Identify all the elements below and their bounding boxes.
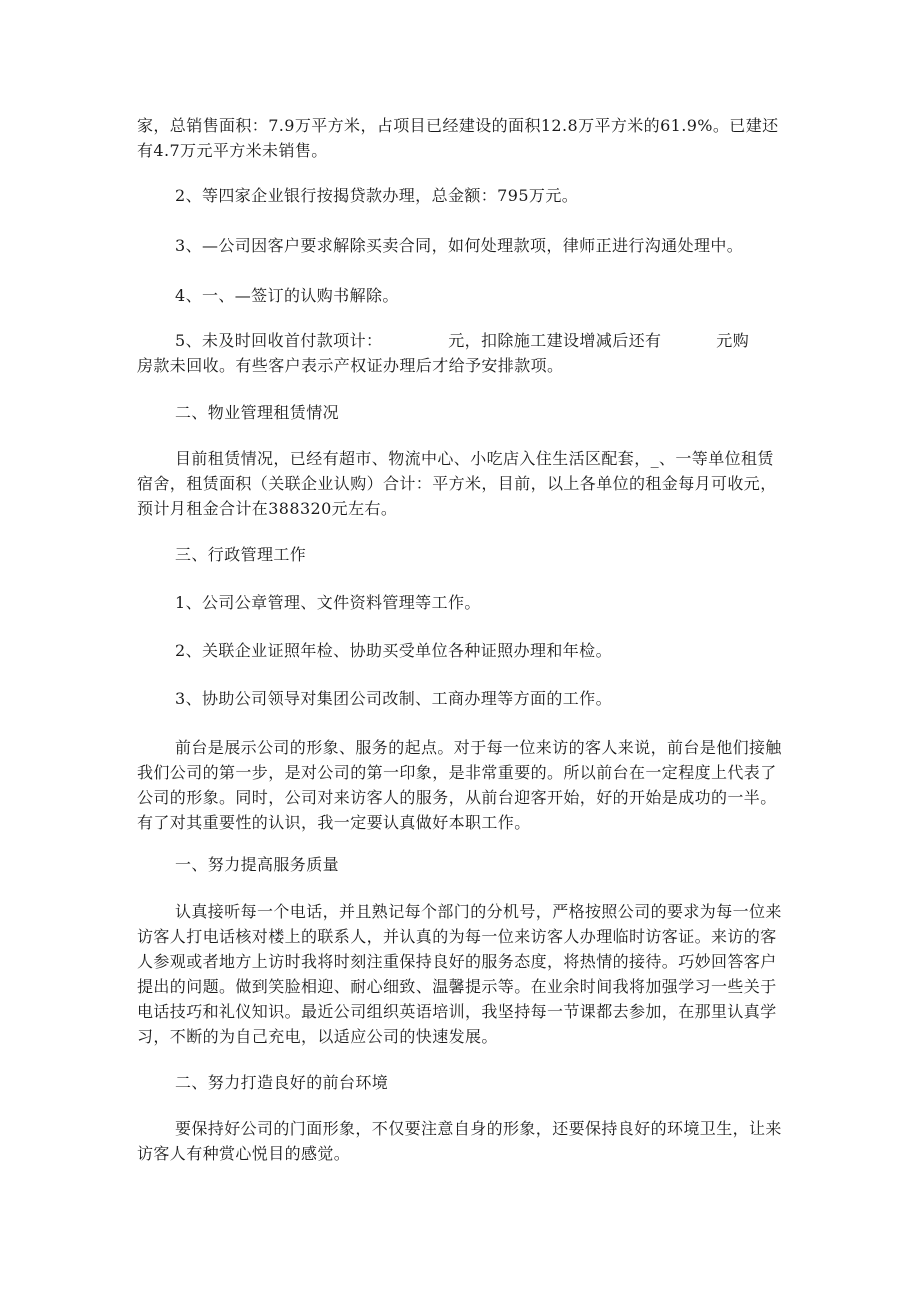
paragraph-restructuring: 3、协助公司领导对集团公司改制、工商办理等方面的工作。	[175, 689, 612, 708]
paragraph-contract-cancel: 3、—公司因客户要求解除买卖合同，如何处理款项，律师正进行沟通处理中。	[175, 236, 744, 255]
down-payment-part-3: 元购	[716, 331, 750, 350]
paragraph-sales-area: 家，总销售面积：7.9万平方米，占项目已经建设的面积12.8万平方米的61.9%。已建还有4.7万元平方米未销售。	[137, 116, 779, 160]
down-payment-part-2: 元，扣除施工建设增减后还有	[448, 331, 662, 350]
paragraph-down-payment-cont: 房款未回收。有些客户表示产权证办理后才给予安排款项。	[137, 356, 564, 375]
heading-front-desk-environment: 二、努力打造良好的前台环境	[175, 1073, 389, 1092]
paragraph-service-details: 认真接听每一个电话，并且熟记每个部门的分机号，严格按照公司的要求为每一位来访客人打电话核对楼上的联系人，并认真的为每一位来访客人办理临时访客证。来访的客人参观或者地方上访时我将时刻注重保持良好的服务态度，将热情的接待。巧妙回答客户提出的问题。做到笑脸相迎、耐心细致、温馨提示等。在业余时间我将加强学习一些关于电话技巧和礼仪知识。最近公司组织英语培训，我坚持每一节课都去参加，在那里认真学习，不断的为自己充电，以适应公司的快速发展。	[137, 902, 782, 1046]
down-payment-part-1: 5、未及时回收首付款项计：	[175, 331, 383, 350]
paragraph-front-desk-intro: 前台是展示公司的形象、服务的起点。对于每一位来访的客人来说，前台是他们接触我们公司的第一步，是对公司的第一印象，是非常重要的。所以前台在一定程度上代表了公司的形象。同时，公司对来访客人的服务，从前台迎客开始，好的开始是成功的一半。有了对其重要性的认识，我一定要认真做好本职工作。	[137, 738, 782, 832]
blank-amount-2	[661, 331, 716, 350]
heading-property-leasing: 二、物业管理租赁情况	[175, 403, 340, 422]
heading-admin-work: 三、行政管理工作	[175, 545, 307, 564]
blank-amount-1	[382, 331, 448, 350]
heading-service-quality: 一、努力提高服务质量	[175, 855, 340, 874]
paragraph-leasing-status: 目前租赁情况，已经有超市、物流中心、小吃店入住生活区配套，_、一等单位租赁宿舍，租赁面积（关联企业认购）合计：平方米，目前，以上各单位的租金每月可收元，预计月租金合计在388320元左右。	[137, 449, 777, 518]
paragraph-environment: 要保持好公司的门面形象，不仅要注意自身的形象，还要保持良好的环境卫生，让来访客人有种赏心悦目的感觉。	[137, 1119, 782, 1163]
paragraph-down-payment	[137, 328, 782, 353]
paragraph-bank-mortgage: 2、等四家企业银行按揭贷款办理，总金额：795万元。	[175, 186, 579, 205]
paragraph-subscription-cancel: 4、一、—签订的认购书解除。	[175, 286, 399, 305]
paragraph-seal-management: 1、公司公章管理、文件资料管理等工作。	[175, 593, 481, 612]
paragraph-license-inspection: 2、关联企业证照年检、协助买受单位各种证照办理和年检。	[175, 641, 612, 660]
